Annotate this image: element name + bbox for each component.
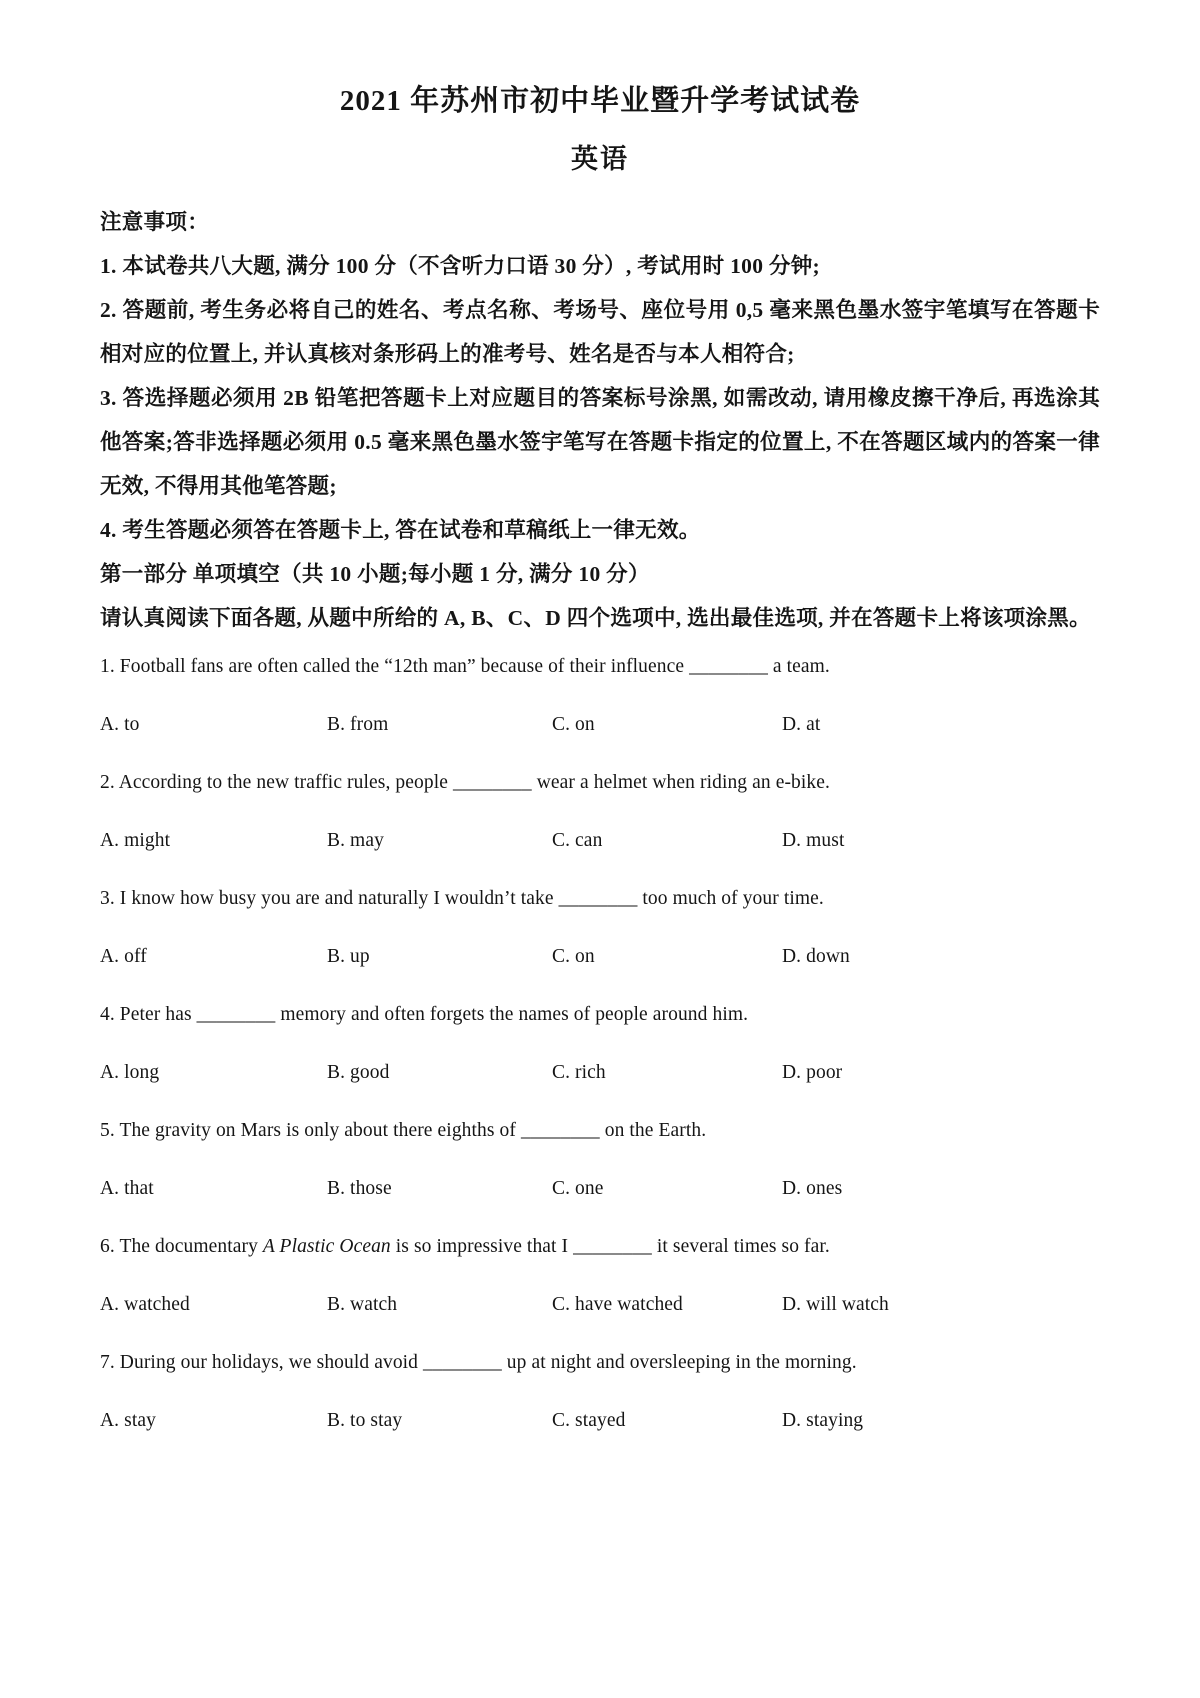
- question-stem-text: 3. I know how busy you are and naturally I wouldn’t take ________ too much of your time.: [100, 888, 824, 909]
- question-options: [100, 1060, 1100, 1085]
- question-block: [100, 1002, 1100, 1085]
- question-options: [100, 712, 1100, 737]
- option-a: A. might: [100, 830, 171, 851]
- question-stem: [100, 654, 1100, 679]
- question-stem-text: 2. According to the new traffic rules, people ________ wear a helmet when riding an e-bike.: [100, 772, 831, 793]
- question-options: [100, 1176, 1100, 1201]
- question-block: [100, 1350, 1100, 1433]
- question-options: [100, 1292, 1100, 1317]
- question-options: [100, 944, 1100, 969]
- question-stem-text: 6. The documentary: [100, 1236, 263, 1257]
- question-block: [100, 1234, 1100, 1317]
- question-block: [100, 886, 1100, 969]
- question-stem-text: 7. During our holidays, we should avoid ________ up at night and oversleeping in the morning.: [100, 1352, 857, 1373]
- option-b: B. up: [327, 946, 370, 967]
- question-stem-text: is so impressive that I ________ it several times so far.: [390, 1236, 830, 1257]
- notice-item: 2. 答题前, 考生务必将自己的姓名、考点名称、考场号、座位号用 0,5 毫来黑色墨水签宇笔填写在答题卡相对应的位置上, 并认真核对条形码上的准考号、姓名是否与本人相符合;: [100, 298, 1100, 366]
- option-a: A. that: [100, 1178, 154, 1199]
- question-list: [100, 654, 1100, 1433]
- option-c: C. one: [552, 1178, 604, 1199]
- option-d: D. ones: [782, 1178, 843, 1199]
- notice-heading: 注意事项：: [100, 210, 210, 234]
- page-title: 2021 年苏州市初中毕业暨升学考试试卷: [339, 85, 861, 117]
- option-d: D. staying: [782, 1410, 864, 1431]
- option-d: D. at: [782, 714, 821, 735]
- question-stem-italic-text: A Plastic Ocean: [262, 1236, 391, 1257]
- option-d: D. poor: [782, 1062, 843, 1083]
- option-d: D. will watch: [782, 1294, 889, 1315]
- option-b: B. to stay: [327, 1410, 403, 1431]
- option-a: A. off: [100, 946, 147, 967]
- option-c: C. stayed: [552, 1410, 626, 1431]
- option-d: D. must: [782, 830, 845, 851]
- notice-item: 3. 答选择题必须用 2B 铅笔把答题卡上对应题目的答案标号涂黑, 如需改动, 请用橡皮擦干净后, 再选涂其他答案;答非选择题必须用 0.5 毫来黑色墨水签宇笔写在答题卡指定的位置上, 不在答题区域内的答案一律无效, 不得用其他笔答题;: [100, 386, 1100, 498]
- option-b: B. may: [327, 830, 384, 851]
- question-stem: [100, 1234, 1100, 1259]
- question-stem: [100, 770, 1100, 795]
- option-c: C. on: [552, 714, 595, 735]
- question-options: [100, 1408, 1100, 1433]
- question-stem: [100, 1002, 1100, 1027]
- notice-list: [100, 244, 1100, 552]
- option-c: C. rich: [552, 1062, 606, 1083]
- question-stem: [100, 886, 1100, 911]
- option-a: A. watched: [100, 1294, 190, 1315]
- notice-item: 1. 本试卷共八大题, 满分 100 分（不含听力口语 30 分）, 考试用时 100 分钟;: [100, 254, 821, 278]
- option-b: B. from: [327, 714, 389, 735]
- page-subtitle: 英语: [571, 144, 629, 174]
- question-stem-text: 4. Peter has ________ memory and often forgets the names of people around him.: [100, 1004, 749, 1025]
- section-heading: 第一部分 单项填空（共 10 小题;每小题 1 分, 满分 10 分）: [100, 562, 650, 586]
- option-b: B. watch: [327, 1294, 398, 1315]
- option-b: B. good: [327, 1062, 390, 1083]
- question-stem: [100, 1118, 1100, 1143]
- option-b: B. those: [327, 1178, 392, 1199]
- option-c: C. on: [552, 946, 595, 967]
- notice-item: 4. 考生答题必须答在答题卡上, 答在试卷和草稿纸上一律无效。: [100, 518, 701, 542]
- option-c: C. have watched: [552, 1294, 683, 1315]
- question-stem-text: 5. The gravity on Mars is only about there eighths of ________ on the Earth.: [100, 1120, 707, 1141]
- question-options: [100, 828, 1100, 853]
- question-block: [100, 770, 1100, 853]
- option-a: A. long: [100, 1062, 160, 1083]
- option-c: C. can: [552, 830, 603, 851]
- question-block: [100, 1118, 1100, 1201]
- section-instructions: 请认真阅读下面各题, 从题中所给的 A, B、C、D 四个选项中, 选出最佳选项, 并在答题卡上将该项涂黑。: [100, 606, 1091, 630]
- option-d: D. down: [782, 946, 850, 967]
- option-a: A. stay: [100, 1410, 156, 1431]
- question-stem: [100, 1350, 1100, 1375]
- option-a: A. to: [100, 714, 140, 735]
- question-block: [100, 654, 1100, 737]
- question-stem-text: 1. Football fans are often called the “12th man” because of their influence ________ a team.: [100, 656, 830, 677]
